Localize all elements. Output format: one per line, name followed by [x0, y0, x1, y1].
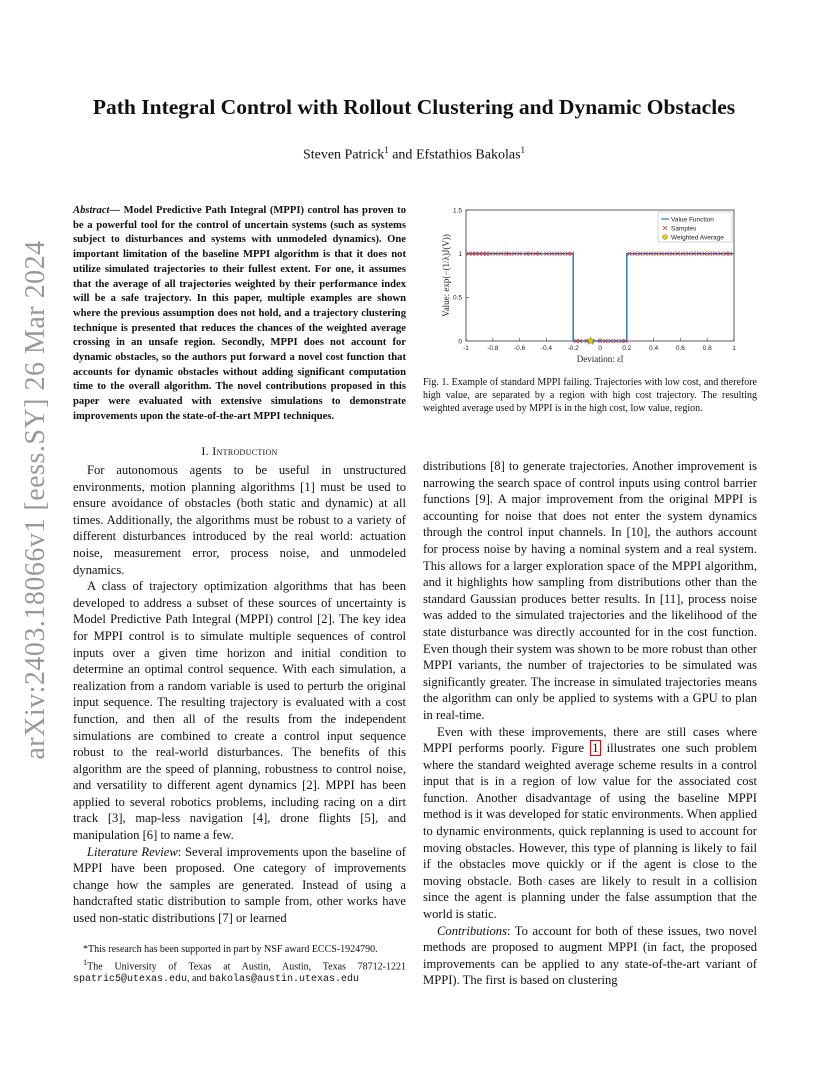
x-tick-label: 0 [598, 345, 602, 352]
paragraph: A class of trajectory optimization algorithms that has been developed to address a subset of these sources of uncertainty is Model Predictive Path Integral (MPPI) control [2]. The key idea for MPPI control is to simulate multiple sequences of control inputs over a given time horizon and initial condition to determine an optimal control sequence. With each simulation, a realization from a random variable is used to perturb the original input sequence. The resulting trajectory is evaluated with a cost function, and then all of the results from the independent simulations are combined to create a control input sequence robust to the real-world disturbances. The benefits of this algorithm are the speed of planning, robustness to control noise, and versatility to different agent dynamics [2]. MPPI has been applied to several robotics problems, including racing on a dirt track [3], map-less navigation [4], drone flights [5], and manipulation [6] to name a few. [73, 579, 406, 843]
x-axis-label: Deviation: ε̃i [576, 354, 624, 364]
author-name: Steven Patrick [302, 147, 385, 163]
x-tick-label: -0.2 [567, 345, 579, 352]
footnote-text: , and [187, 973, 207, 985]
arxiv-identifier-text: arXiv:2403.18066v1 [eess.SY] 26 Mar 2024 [20, 240, 51, 760]
x-tick-label: -0.4 [540, 345, 553, 352]
paragraph-text: : To account for both of these issues, two novel methods are proposed to augment MPPI (in fact, the proposed improvements can be applied to any state-of-the-art variant of MPPI). The first is based on clustering [423, 923, 757, 988]
x-tick-label: 0.2 [622, 345, 632, 352]
author-conjunction: and [388, 147, 416, 163]
weighted-average-star [587, 337, 595, 345]
funding-footnote [73, 944, 406, 957]
figure-caption: Fig. 1. Example of standard MPPI failing. Trajectories with low cost, and therefore high value, are separated by a region with high cost trajectory. The resulting weighted average used by MPPI is in the high cost, low value, region. [423, 377, 757, 414]
email-link[interactable]: bakolas@austin.utexas.edu [208, 974, 360, 986]
paragraph [423, 923, 757, 989]
paragraph-text: Even with these improvements, there are still cases where MPPI performs poorly. Figure [423, 724, 757, 756]
x-tick-label: 0.6 [675, 345, 685, 352]
paragraph [423, 724, 757, 923]
abstract-text: — Model Predictive Path Integral (MPPI) control has proven to be a powerful tool for the control of uncertain systems (such as systems subject to disturbances and systems with unmodeled dynamics). One important limitation of the baseline MPPI algorithm is that it does not utilize simulated trajectories to their fullest extent. For one, it assumes that the average of all trajectories weighted by their performance index will be a safe trajectory. In this paper, multiple examples are shown where the previous assumption does not hold, and a trajectory clustering technique is presented that reduces the chances of the weighted average crossing in an unsafe region. Secondly, MPPI does not account for dynamic obstacles, so the authors put forward a novel cost function that accounts for dynamic obstacles without adding significant computation time to the overall algorithm. The novel contributions proposed in this paper were evaluated with extensive simulations to demonstrate improvements upon the state-of-the-art MPPI techniques. [73, 205, 406, 422]
email-link[interactable]: spatric5@utexas.edu [73, 974, 188, 986]
paragraph-lead: Contributions [437, 923, 507, 938]
y-tick-label: 0.5 [452, 294, 462, 302]
abstract [73, 204, 406, 425]
legend-label: Samples [671, 225, 697, 233]
footnotes [73, 944, 406, 987]
left-column-body [73, 462, 406, 927]
affiliation-footnote [73, 957, 406, 987]
author-line [0, 145, 828, 164]
x-tick-label: 0.4 [649, 345, 659, 352]
figure-1-chart [436, 200, 746, 372]
value-function-line [466, 254, 734, 341]
section-number: I. [201, 444, 213, 458]
arxiv-identifier-stamp [14, 240, 54, 760]
footnote-text: The University of Texas at Austin, Austin, Texas 78712-1221 [87, 960, 406, 972]
affiliation-marker: 1 [83, 957, 88, 967]
legend-label: Value Function [671, 216, 714, 224]
section-title: Introduction [212, 444, 278, 458]
paragraph: distributions [8] to generate trajectories. Another improvement is narrowing the search space of control inputs using control barrier functions [9]. A major improvement from the original MPPI is accounting for noise that does not enter the system dynamics through the control input channels. In [10], the authors account for process noise by having a nominal system and a real system. This allows for a larger exploration space of the MPPI algorithm, and it highlights how sampling from distributions other than the standard Gaussian produces better results. In [11], process noise was added to the simulated trajectories and the likelihood of the state disturbance was directly accounted for in the cost function. Even though their system was shown to be more robust than other MPPI variants, the number of trajectories to be simulated was significantly greater. The increase in simulated trajectories means the algorithm can only be applied to systems with a GPU to plan in real-time. [423, 459, 757, 722]
right-column-body [423, 458, 757, 989]
x-tick-label: 1 [732, 345, 736, 352]
y-axis-label: Value: exp(−(1/λ)J(V)) [441, 234, 451, 317]
y-tick-label: 1.5 [452, 207, 462, 215]
affiliation-marker: 1 [384, 145, 389, 155]
legend-label: Weighted Average [671, 234, 724, 242]
footnote-text: *This research has been supported in part by NSF award ECCS-1924790. [83, 944, 378, 955]
affiliation-marker: 1 [520, 145, 526, 155]
paragraph-lead: Literature Review [87, 844, 178, 859]
legend-weighted-average-swatch [663, 235, 668, 240]
y-tick-label: 1 [458, 250, 462, 258]
paragraph [73, 844, 406, 927]
author-name: Efstathios Bakolas [415, 147, 521, 163]
paper-title: Path Integral Control with Rollout Clustering and Dynamic Obstacles [92, 95, 736, 119]
paragraph-text: : Several improvements upon the baseline of MPPI have been proposed. One category of improvements change how the samples are generated. Instead of using a handcrafted static distribution to sample from, other works have used non-static distributions [7] or learned [73, 844, 407, 926]
x-tick-label: -1 [463, 345, 469, 352]
section-heading [73, 444, 406, 459]
x-tick-label: 0.8 [702, 345, 712, 352]
figure-reference-link[interactable]: 1 [592, 741, 599, 756]
x-tick-label: -0.6 [513, 345, 526, 352]
y-tick-label: 0 [458, 338, 462, 346]
paragraph-text: illustrates one such problem where the standard weighted average scheme results in a control input that is in a region of low value for the associated cost function. Another disadvantage of using the baseline MPPI method is it was developed for static environments. When applied to dynamic environments, quick replanning is used to account for moving obstacles. However, this type of planning is likely to fail if the obstacles move quickly or if the agent is close to the moving obstacle. Both cases are likely to result in a collision since the agent is planning under the false assumption that the world is static. [423, 741, 757, 922]
paragraph: For autonomous agents to be useful in unstructured environments, motion planning algorithms [1] must be used to ensure avoidance of obstacles (both static and dynamic) at all times. Additionally, the algorithms must be robust to a variety of different disturbances introduced by the real world: actuation noise, measurement error, process noise, and unmodeled dynamics. [73, 463, 406, 577]
x-tick-label: -0.8 [487, 345, 499, 352]
abstract-label: Abstract [73, 205, 110, 216]
